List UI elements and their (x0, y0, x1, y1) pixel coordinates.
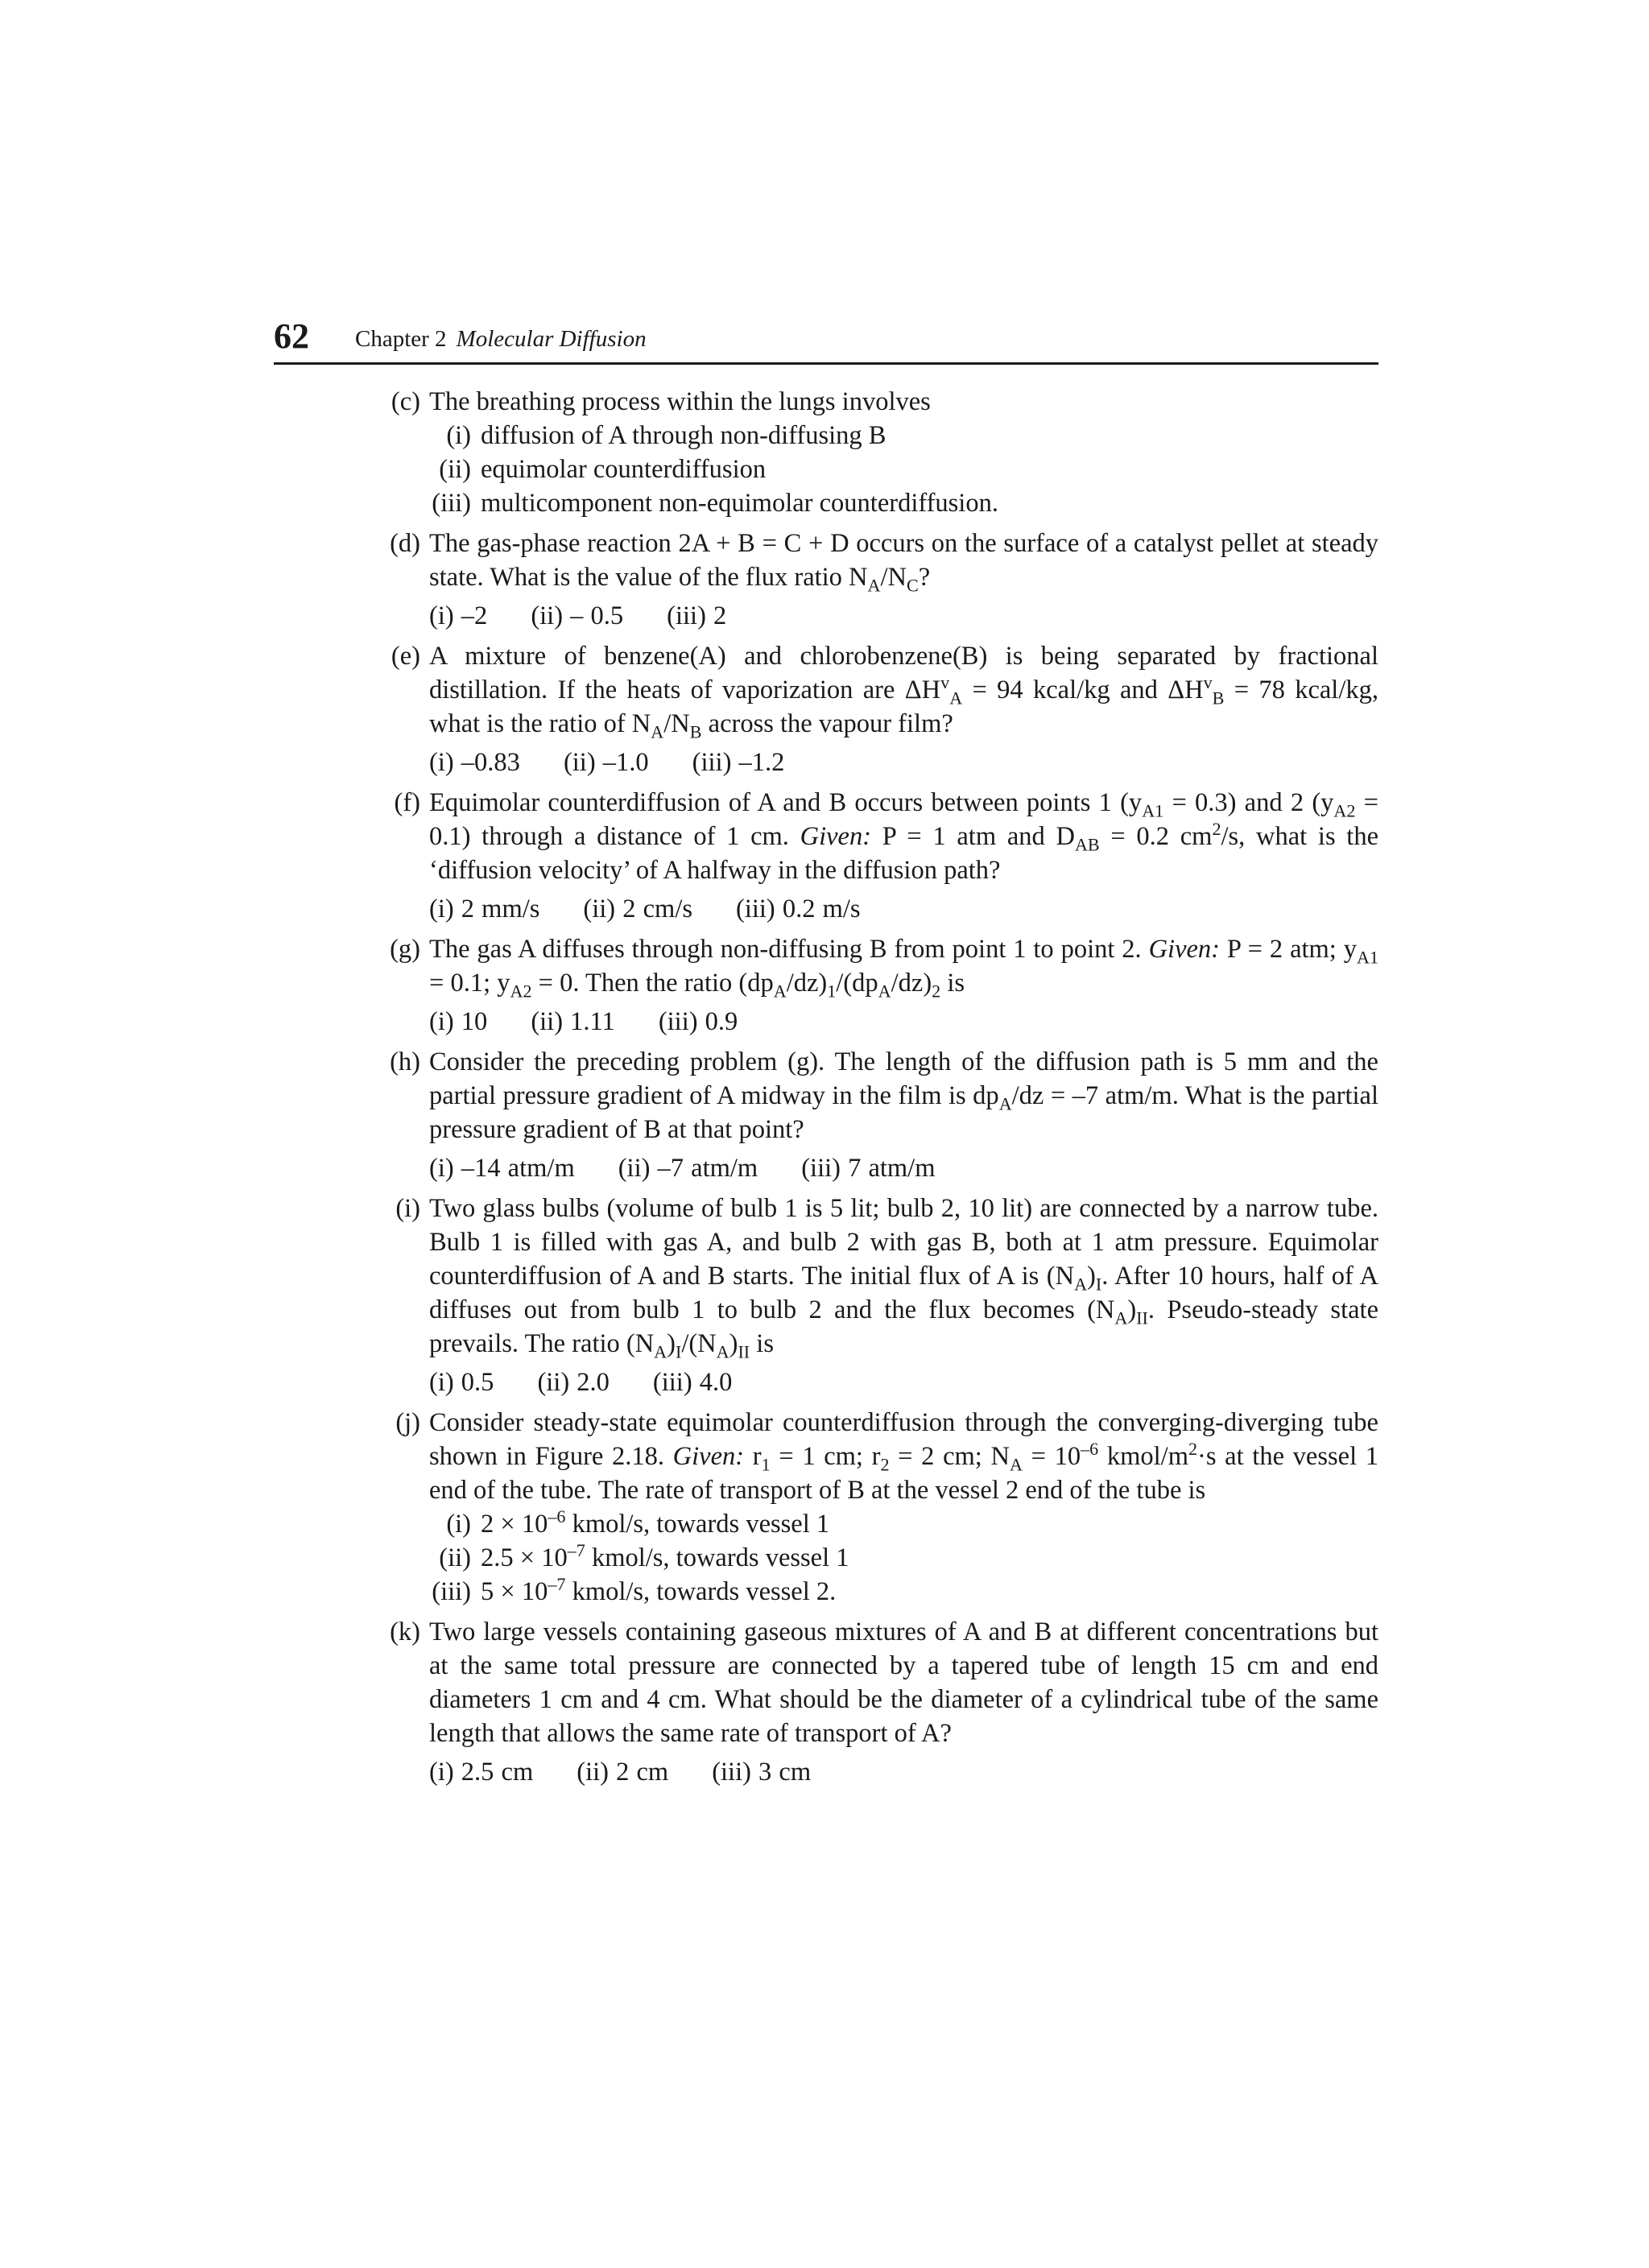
option: (ii) $2.5 \times 10^{-7}$ kmol/s, towards vessel 1 (439, 1540, 849, 1572)
option: (iii) 7 atm/m (801, 1154, 936, 1183)
question-list (274, 385, 1378, 1795)
option: (ii) – 0.5 (531, 601, 624, 630)
running-head (355, 325, 647, 353)
option: (iii) –1.2 (692, 748, 785, 777)
question-f (274, 786, 1378, 926)
options-row (429, 746, 1378, 779)
option: (iii) 0.9 (658, 1007, 738, 1036)
option: (ii) –7 atm/m (618, 1154, 758, 1183)
options-row (429, 892, 1378, 926)
option: (iii) 2 (667, 601, 727, 630)
option: (ii) 2 cm/s (583, 894, 693, 923)
option: (i) $2 \times 10^{-6}$ kmol/s, towards vessel 1 (446, 1506, 830, 1539)
question-label: (e) (391, 642, 420, 671)
question-stem: The gas-phase reaction 2A + B = C + D occurs on the surface of a catalyst pellet at steady state. What is the value of the flux ratio $N_A/N_C$? (429, 529, 1378, 596)
question-stem: Two large vessels containing gaseous mixtures of A and B at different concentrations but at the same total pressure are connected by a tapered tube of length 15 cm and end diameters 1 cm and 4 cm. What should be the diameter of a cylindrical tube of the same length that allows the same rate of transport of A? (429, 1617, 1378, 1748)
question-e (274, 639, 1378, 779)
option: (iii) 3 cm (712, 1758, 812, 1787)
chapter-label: Chapter 2 (355, 326, 447, 352)
options-row (429, 1365, 1378, 1399)
question-label: (g) (390, 935, 420, 964)
question-d (274, 527, 1378, 633)
option: (i) –0.83 (429, 748, 520, 777)
options-row (429, 1005, 1378, 1039)
question-label: (k) (390, 1617, 420, 1646)
options-row (429, 599, 1378, 633)
question-label: (c) (391, 387, 420, 416)
question-stem: The breathing process within the lungs involves (429, 387, 931, 416)
option: (ii) 1.11 (531, 1007, 615, 1036)
chapter-title: Molecular Diffusion (456, 326, 647, 352)
option: (ii) equimolar counterdiffusion (439, 455, 767, 484)
option: (iii) $5 \times 10^{-7}$ kmol/s, towards vessel 2. (432, 1574, 837, 1606)
question-c (274, 385, 1378, 520)
question-label: (d) (390, 529, 420, 558)
options-row (429, 1151, 1378, 1185)
option: (ii) –1.0 (563, 748, 649, 777)
option: (i) 2 mm/s (429, 894, 540, 923)
option: (ii) 2.0 (537, 1368, 610, 1397)
option: (i) 2.5 cm (429, 1758, 534, 1787)
option: (i) –2 (429, 601, 488, 630)
option: (i) 10 (429, 1007, 488, 1036)
question-stem: Equimolar counterdiffusion of A and B occurs between points 1 $(y_{A1} = 0.3)$ and 2 $(y_{A2} = 0.1)$ through a distance of 1 cm. Given: P = 1 atm and $D_{AB} = 0.2$ $cm^2/s$, what is the ‘diffusion velocity’ of A halfway in the diffusion path? (429, 788, 1379, 885)
question-label: (i) (395, 1194, 420, 1223)
options-row (429, 1755, 1378, 1789)
question-j (274, 1406, 1378, 1609)
option: (i) diffusion of A through non-diffusing B (446, 421, 886, 450)
option: (ii) 2 cm (577, 1758, 669, 1787)
question-g (274, 932, 1378, 1039)
question-i (274, 1192, 1378, 1399)
question-label: (h) (390, 1047, 420, 1076)
question-stem: The gas A diffuses through non-diffusing B from point 1 to point 2. Given: P = 2 atm; $y_{A1} = 0.1$; $y_{A2} = 0$. Then the ratio $(dp_A/dz)_1/(dp_A/dz)_2$ is (429, 935, 1378, 1002)
question-stem: A mixture of benzene(A) and chlorobenzene(B) is being separated by fractional distillation. If the heats of vaporization are $\Delta H^v_A = 94$ kcal/kg and $\Delta H^v_B = 78$ kcal/kg, what is the ratio of $N_A/N_B$ across the vapour film? (429, 642, 1378, 742)
option: (i) –14 atm/m (429, 1154, 575, 1183)
page-header (274, 316, 1378, 365)
question-stem: Consider the preceding problem (g). The length of the diffusion path is 5 mm and the partial pressure gradient of A midway in the film is $dp_A/dz = -7$ atm/m. What is the partial pressure gradient of B at that point? (429, 1047, 1378, 1144)
question-k (274, 1615, 1378, 1789)
question-label: (j) (395, 1408, 420, 1437)
question-stem: Consider steady-state equimolar counterdiffusion through the converging-diverging tube shown in Figure 2.18. Given: $r_1 = 1$ cm; $r_2 = 2$ cm; $N_A = 10^{-6}$ kmol/$m^2\cdot s$ at the vessel 1 end of the tube. The rate of transport of B at the vessel 2 end of the tube is (429, 1408, 1379, 1505)
option: (i) 0.5 (429, 1368, 494, 1397)
question-stem: Two glass bulbs (volume of bulb 1 is 5 lit; bulb 2, 10 lit) are connected by a narrow tube. Bulb 1 is filled with gas A, and bulb 2 with gas B, both at 1 atm pressure. Equimolar counterdiffusion of A and B starts. The initial flux of A is $(N_A)_I$. After 10 hours, half of A diffuses out from bulb 1 to bulb 2 and the flux becomes $(N_A)_{II}$. Pseudo-steady state prevails. The ratio $(N_A)_I/(N_A)_{II}$ is (429, 1194, 1378, 1362)
option: (iii) 0.2 m/s (736, 894, 861, 923)
option: (iii) 4.0 (652, 1368, 733, 1397)
page-number: 62 (274, 316, 309, 356)
question-h (274, 1045, 1378, 1185)
question-label: (f) (394, 788, 420, 817)
option: (iii) multicomponent non-equimolar counterdiffusion. (432, 489, 998, 518)
